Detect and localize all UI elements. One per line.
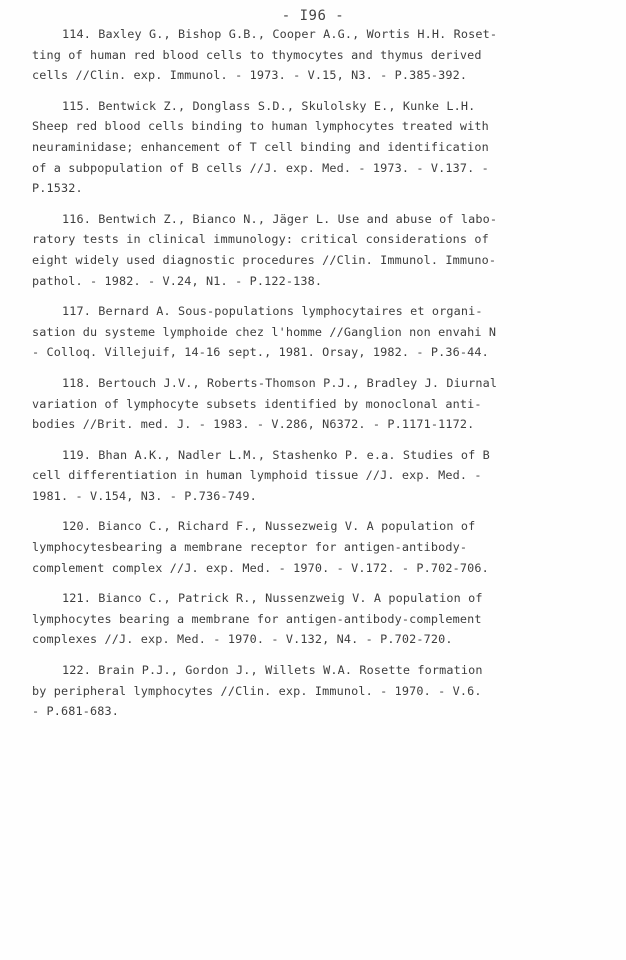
- reference-line: - P.681-683.: [32, 704, 120, 719]
- reference-line: eight widely used diagnostic procedures //Clin. Immunol. Immuno-: [32, 252, 497, 267]
- reference-line: cell differentiation in human lymphoid tissue //J. exp. Med. -: [32, 468, 482, 483]
- reference-line: 121. Bianco C., Patrick R., Nussenzweig V. A population of: [62, 591, 483, 606]
- reference-line: 117. Bernard A. Sous-populations lymphocytaires et organi-: [62, 304, 483, 319]
- reference-line: 1981. - V.154, N3. - P.736-749.: [32, 488, 257, 503]
- reference-item: [32, 445, 602, 507]
- reference-line: by peripheral lymphocytes //Clin. exp. Immunol. - 1970. - V.6.: [32, 683, 482, 698]
- reference-line: pathol. - 1982. - V.24, N1. - P.122-138.: [32, 273, 323, 288]
- reference-line: - Colloq. Villejuif, 14-16 sept., 1981. Orsay, 1982. - P.36-44.: [32, 345, 489, 360]
- reference-item: [32, 301, 602, 363]
- reference-line: sation du systeme lymphoide chez l'homme //Ganglion non envahi N: [32, 324, 497, 339]
- reference-line: 114. Baxley G., Bishop G.B., Cooper A.G., Wortis H.H. Roset-: [62, 27, 498, 41]
- reference-item: [32, 96, 602, 199]
- reference-item: [32, 373, 602, 435]
- reference-line: cells //Clin. exp. Immunol. - 1973. - V.15, N3. - P.385-392.: [32, 68, 468, 83]
- reference-item: [32, 660, 602, 722]
- reference-line: P.1532.: [32, 181, 83, 196]
- reference-item: [32, 588, 602, 650]
- reference-line: complement complex //J. exp. Med. - 1970. - V.172. - P.702-706.: [32, 560, 489, 575]
- page-number: - I96 -: [281, 8, 345, 24]
- reference-line: ting of human red blood cells to thymocytes and thymus derived: [32, 47, 482, 62]
- reference-line: bodies //Brit. med. J. - 1983. - V.286, N6372. - P.1171-1172.: [32, 417, 475, 432]
- reference-list: [32, 24, 602, 732]
- reference-line: of a subpopulation of B cells //J. exp. Med. - 1973. - V.137. -: [32, 160, 489, 175]
- reference-item: [32, 209, 602, 291]
- reference-line: lymphocytesbearing a membrane receptor for antigen-antibody-: [32, 540, 468, 555]
- reference-line: lymphocytes bearing a membrane for antigen-antibody-complement: [32, 611, 482, 626]
- reference-line: Sheep red blood cells binding to human lymphocytes treated with: [32, 119, 489, 134]
- reference-item: [32, 24, 602, 86]
- reference-item: [32, 516, 602, 578]
- reference-line: 120. Bianco C., Richard F., Nussezweig V. A population of: [62, 519, 476, 534]
- reference-line: variation of lymphocyte subsets identified by monoclonal anti-: [32, 396, 482, 411]
- reference-line: 115. Bentwick Z., Donglass S.D., Skulolsky E., Kunke L.H.: [62, 98, 476, 113]
- reference-line: 116. Bentwich Z., Bianco N., Jäger L. Use and abuse of labo-: [62, 211, 498, 226]
- reference-line: 119. Bhan A.K., Nadler L.M., Stashenko P. e.a. Studies of B: [62, 447, 490, 462]
- reference-line: ratory tests in clinical immunology: critical considerations of: [32, 232, 489, 247]
- reference-line: 118. Bertouch J.V., Roberts-Thomson P.J., Bradley J. Diurnal: [62, 375, 498, 390]
- reference-line: complexes //J. exp. Med. - 1970. - V.132, N4. - P.702-720.: [32, 632, 453, 647]
- reference-line: neuraminidase; enhancement of T cell binding and identification: [32, 139, 489, 154]
- reference-line: 122. Brain P.J., Gordon J., Willets W.A. Rosette formation: [62, 663, 483, 678]
